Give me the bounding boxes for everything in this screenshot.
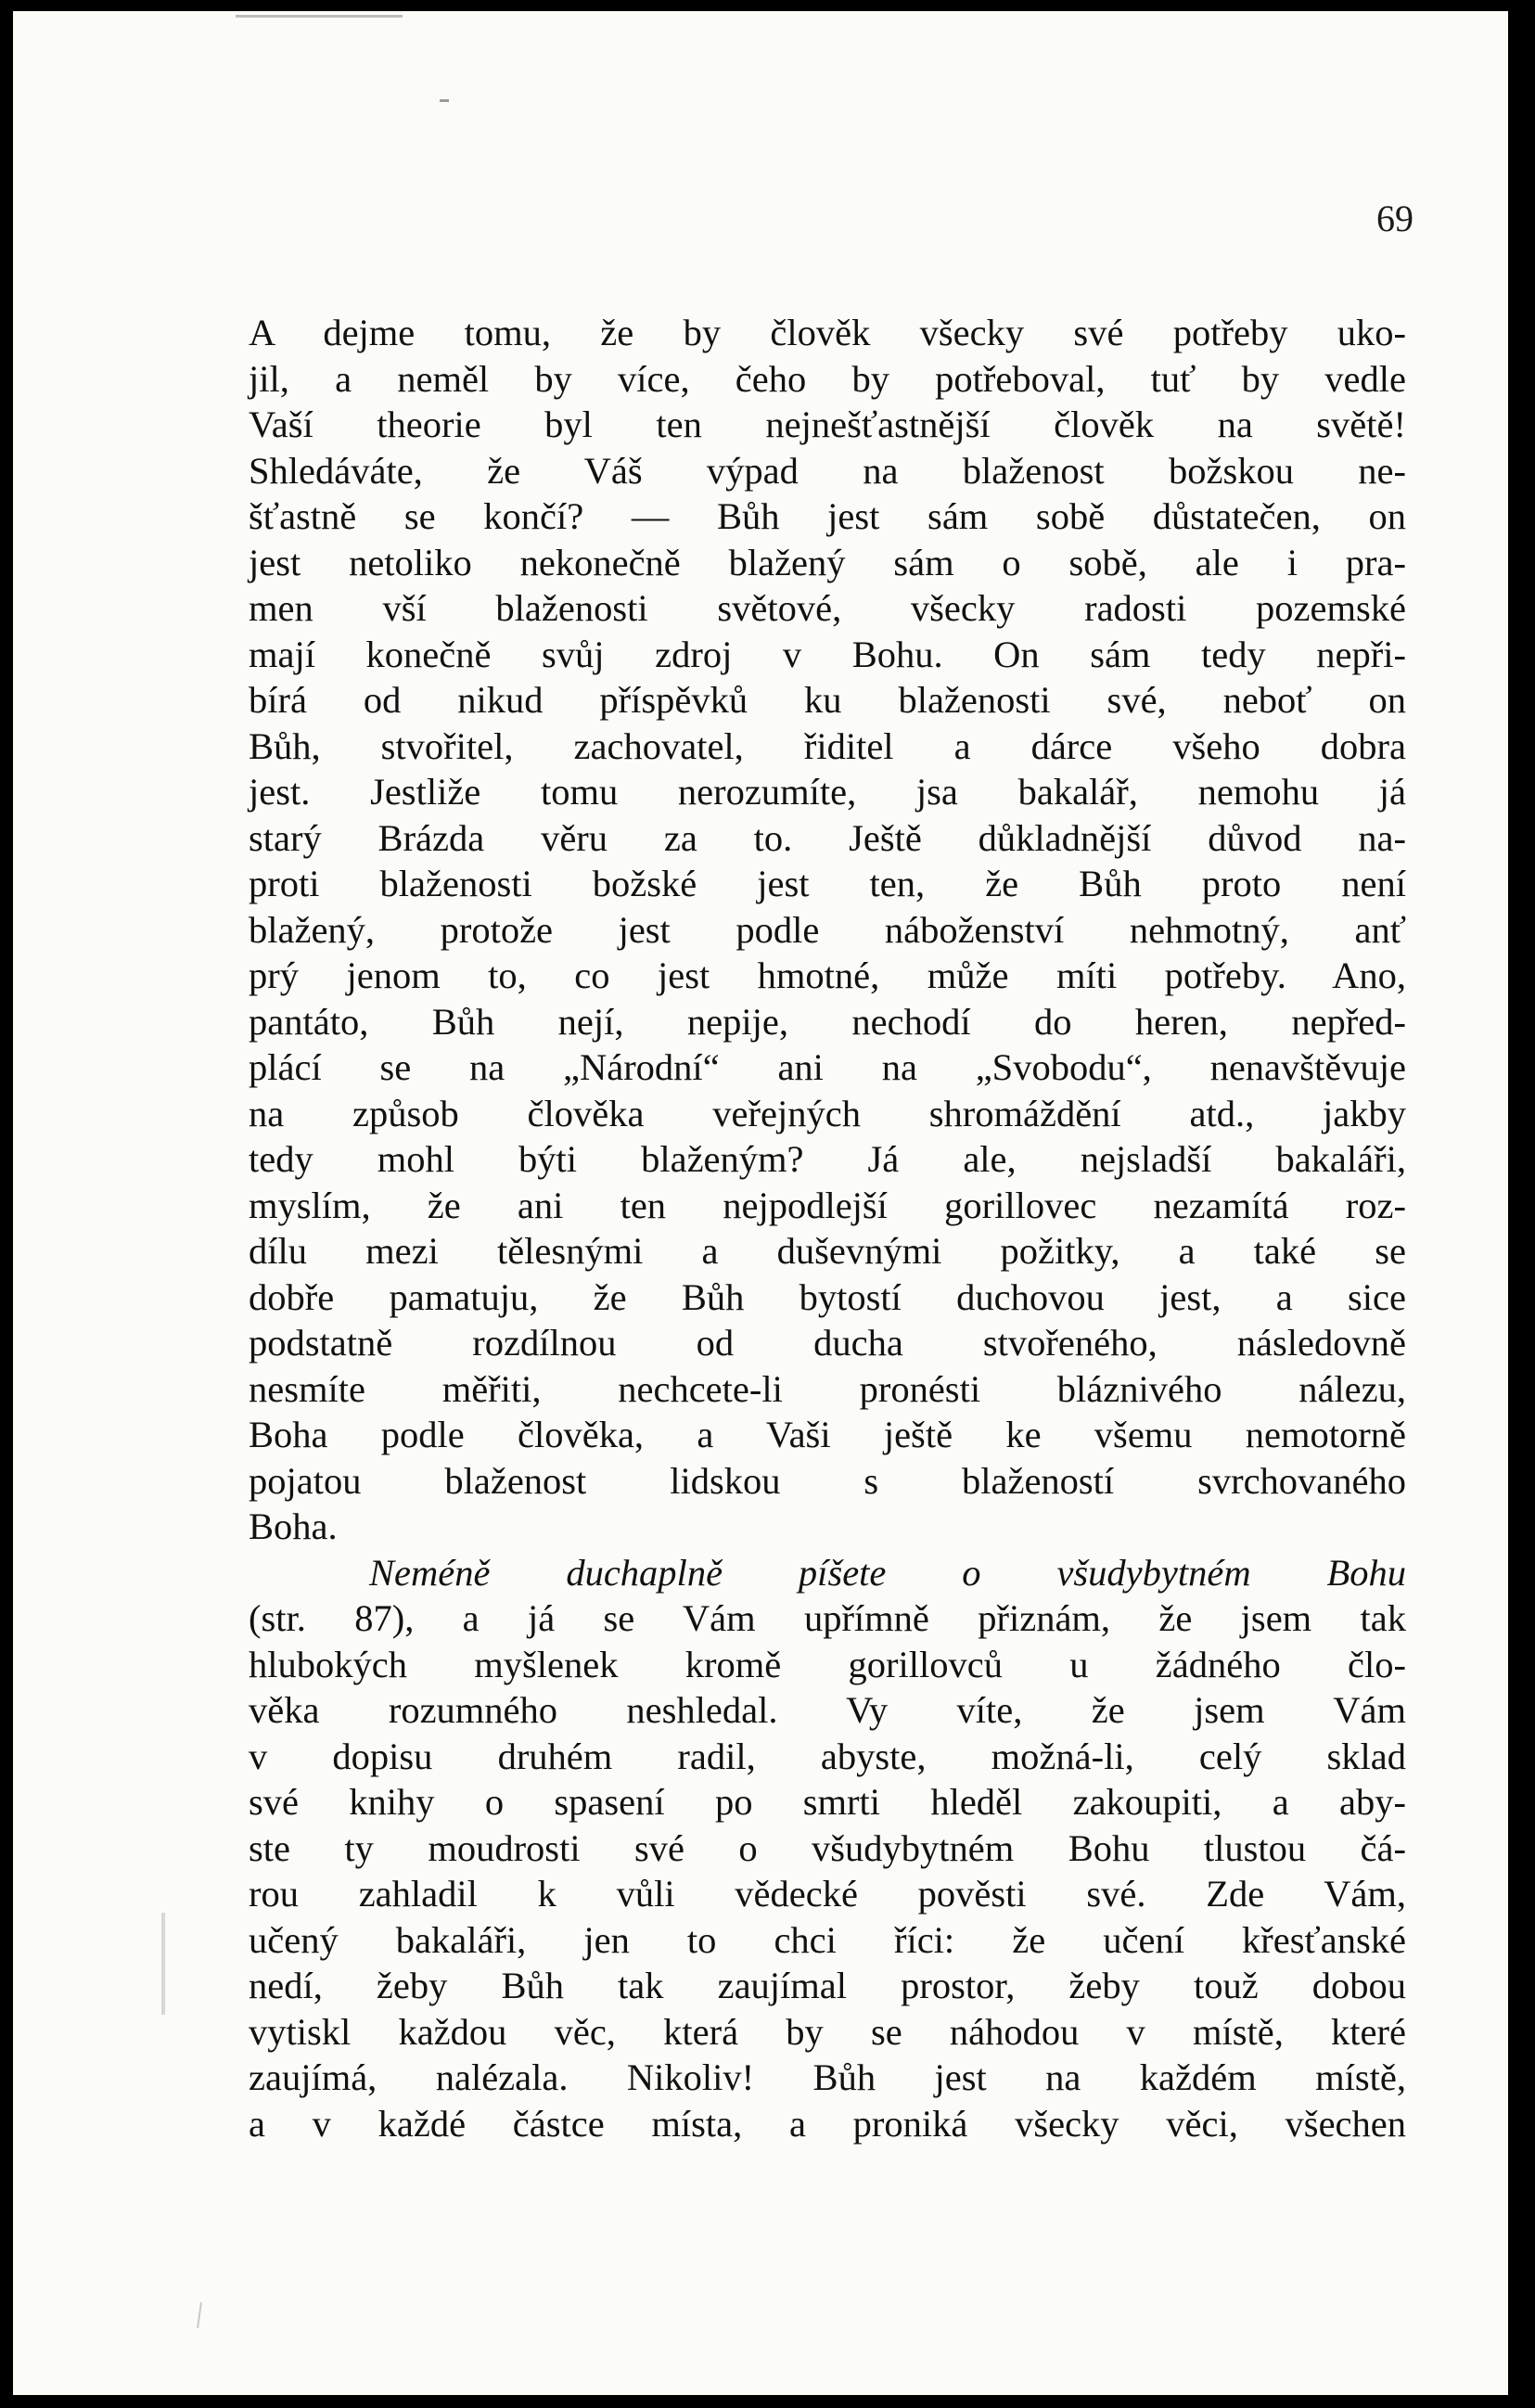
- scan-margin-mark: [161, 1913, 165, 2015]
- paragraph-1: [249, 310, 1406, 1550]
- text-line: dílu mezi tělesnými a duševnými požitky, a také se: [249, 1230, 1406, 1272]
- text-line: pojatou blaženost lidskou s blažeností svrchovaného: [249, 1459, 1406, 1502]
- text-line: jest. Jestliže tomu nerozumíte, jsa bakalář, nemohu já: [249, 771, 1406, 813]
- text-line: hlubokých myšlenek kromě gorillovců u žádného člo-: [249, 1643, 1406, 1685]
- text-line: [249, 1550, 1406, 1596]
- text-line: Vaší theorie byl ten nejnešťastnější člověk na světě!: [249, 403, 1406, 445]
- text-line: a v každé částce místa, a proniká všecky věci, všechen: [249, 2102, 1406, 2145]
- text-line: nesmíte měřiti, nechcete-li pronésti bláznivého nálezu,: [249, 1367, 1406, 1410]
- text-line: dobře pamatuju, že Bůh bytostí duchovou jest, a sice: [249, 1275, 1406, 1318]
- paragraph-2: [249, 1550, 1406, 2147]
- text-line: jest netoliko nekonečně blažený sám o sobě, ale i pra-: [249, 541, 1406, 583]
- text-line: rou zahladil k vůli vědecké pověsti své. Zde Vám,: [249, 1873, 1406, 1915]
- stray-tick-mark: [197, 2302, 202, 2328]
- text-line: prý jenom to, co jest hmotné, může míti potřeby. Ano,: [249, 954, 1406, 996]
- text-line: blažený, protože jest podle náboženství nehmotný, anť: [249, 908, 1406, 951]
- stray-dash-mark: [440, 99, 449, 102]
- text-line: své knihy o spasení po smrti hleděl zakoupiti, a aby-: [249, 1781, 1406, 1823]
- italic-lead: Neméně duchaplně píšete o všudybytném Bohu: [369, 1551, 1406, 1594]
- text-line: podstatně rozdílnou od ducha stvořeného, následovně: [249, 1322, 1406, 1364]
- text-line: v dopisu druhém radil, abyste, možná-li, celý sklad: [249, 1735, 1406, 1777]
- scan-edge-mark: [236, 15, 403, 18]
- text-line: tedy mohl býti blaženým? Já ale, nejsladší bakaláři,: [249, 1138, 1406, 1180]
- book-page: [13, 11, 1508, 2395]
- text-line: jil, a neměl by více, čeho by potřeboval, tuť by vedle: [249, 357, 1406, 400]
- text-line: věka rozumného neshledal. Vy víte, že jsem Vám: [249, 1689, 1406, 1731]
- text-line: učený bakaláři, jen to chci říci: že učení křesťanské: [249, 1918, 1406, 1961]
- text-line: Bůh, stvořitel, zachovatel, řiditel a dárce všeho dobra: [249, 724, 1406, 767]
- text-line: (str. 87), a já se Vám upřímně přiznám, že jsem tak: [249, 1597, 1406, 1639]
- text-line: plácí se na „Národní“ ani na „Svobodu“, nenavštěvuje: [249, 1046, 1406, 1088]
- text-line: na způsob člověka veřejných shromáždění atd., jakby: [249, 1092, 1406, 1134]
- text-line: starý Brázda věru za to. Ještě důkladnější důvod na-: [249, 816, 1406, 859]
- text-line: zaujímá, nalézala. Nikoliv! Bůh jest na každém místě,: [249, 2056, 1406, 2098]
- text-line: pantáto, Bůh nejí, nepije, nechodí do heren, nepřed-: [249, 1000, 1406, 1043]
- text-line: vytiskl každou věc, která by se náhodou v místě, které: [249, 2010, 1406, 2053]
- text-line: men vší blaženosti světové, všecky radosti pozemské: [249, 587, 1406, 629]
- text-line: Boha podle člověka, a Vaši ještě ke všemu nemotorně: [249, 1414, 1406, 1455]
- text-line: mají konečně svůj zdroj v Bohu. On sám tedy nepři-: [249, 633, 1406, 675]
- text-line: Boha.: [249, 1505, 338, 1547]
- text-line: ste ty moudrosti své o všudybytném Bohu tlustou čá-: [249, 1826, 1406, 1869]
- text-line: Shledáváte, že Váš výpad na blaženost božskou ne-: [249, 449, 1406, 492]
- text-line: bírá od nikud příspěvků ku blaženosti své, neboť on: [249, 679, 1406, 721]
- text-line: A dejme tomu, že by člověk všecky své potřeby uko-: [249, 312, 1406, 353]
- page-number: 69: [1376, 198, 1413, 239]
- text-line: šťastně se končí? — Bůh jest sám sobě důstatečen, on: [249, 495, 1406, 537]
- text-line: myslím, že ani ten nejpodlejší gorillovec nezamítá roz-: [249, 1184, 1406, 1226]
- body-text: [249, 310, 1406, 2146]
- text-line: proti blaženosti božské jest ten, že Bůh proto není: [249, 863, 1406, 904]
- text-line: nedí, žeby Bůh tak zaujímal prostor, žeby touž dobou: [249, 1965, 1406, 2006]
